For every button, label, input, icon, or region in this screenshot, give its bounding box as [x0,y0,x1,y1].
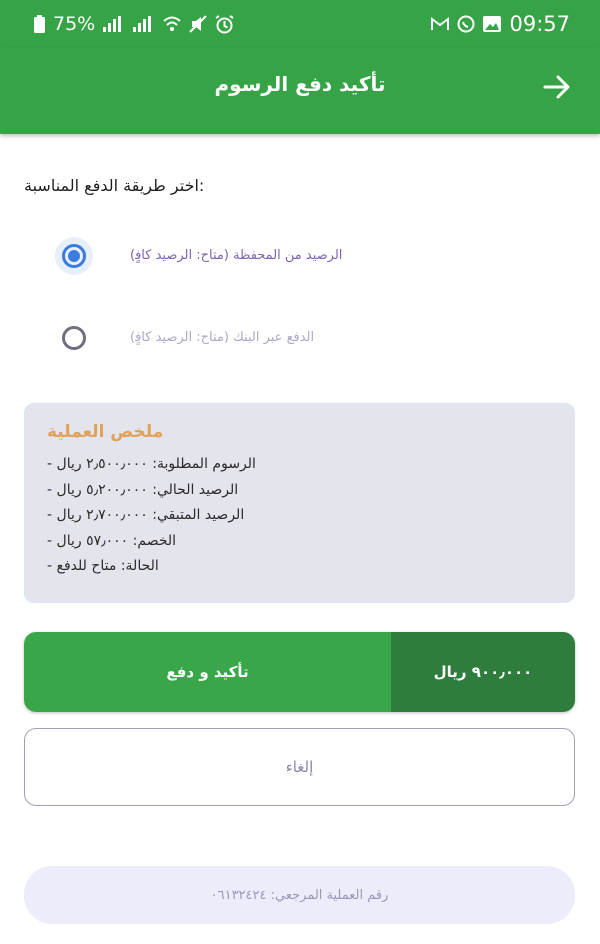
status-right [431,12,570,36]
arrow-right-icon [543,75,571,99]
page-title: ﺗﺄﻛﻴﺪ ﺩﻓﻊ ﺍﻟﺮﺳﻮﻡ [214,72,386,96]
radio-button[interactable] [62,244,86,268]
cancel-button[interactable]: ﺇﻟﻐﺎﺀ [24,728,575,806]
signal-icon [103,16,125,32]
battery-icon [34,15,45,33]
reference-number-note: ﺭﻗﻢ ﺍﻟﻌﻤﻠﻴﺔ ﺍﻟﻤﺮﺟﻌﻲ: ٠٦١٣٢٤٢٤ [24,866,575,924]
summary-line: - ﺍﻟﺨﺼﻢ: ٥٧٫٠٠٠ ﺭﻳﺎﻝ [47,532,177,549]
radio-button[interactable] [62,326,86,350]
payment-option-bank[interactable] [24,308,576,372]
pay-button-label: ﺗﺄﻛﻴﺪ ﻭ ﺩﻓﻊ [24,632,391,712]
mute-icon [189,15,207,33]
clock: 09:57 [509,12,570,36]
confirm-pay-button[interactable] [24,632,575,712]
status-bar [0,0,600,48]
payment-method-prompt: ﺍﺧﺘﺮ ﻃﺮﻳﻘﺔ ﺍﻟﺪﻓﻊ ﺍﻟﻤﻨﺎﺳﺒﺔ: [24,176,205,195]
option-label: (ﻣﺘﺎﺡ: ﺍﻟﺮﺻﻴﺪ ﻛﺎﻓٍ) ﺍﻟﺮﺻﻴﺪ ﻣﻦ ﺍﻟﻤﺤﻔﻈﺔ [130,248,343,263]
battery-percent: 75% [53,13,96,35]
summary-line: - ﺍﻟﺤﺎﻟﺔ: ﻣﺘﺎﺡ ﻟﻠﺪﻓﻊ [47,558,159,574]
option-label: (ﻣﺘﺎﺡ: ﺍﻟﺮﺻﻴﺪ ﻛﺎﻓٍ) ﺍﻟﺪﻓﻊ ﻋﺒﺮ ﺍﻟﺒﻨﻚ [130,330,315,345]
summary-title: ﻣﻠﺨﺺ ﺍﻟﻌﻤﻠﻴﺔ [47,422,164,442]
gmail-icon [431,17,449,31]
pay-amount: ٩٠٠٫٠٠٠ ﺭﻳﺎﻝ [391,632,575,712]
summary-line: - ﺍﻟﺮﺻﻴﺪ ﺍﻟﻤﺘﺒﻘﻲ: ٢٫٧٠٠٫٠٠٠ ﺭﻳﺎﻝ [47,507,245,523]
status-left [34,13,234,35]
payment-option-wallet[interactable] [24,226,576,290]
app-bar [0,48,600,134]
whatsapp-icon [457,15,475,33]
summary-line: - ﺍﻟﺮﺻﻴﺪ ﺍﻟﺤﺎﻟﻲ: ٥٫٢٠٠٫٠٠٠ ﺭﻳﺎﻝ [47,481,239,498]
radio-dot [68,250,80,262]
wifi-icon [163,16,181,32]
operation-summary-card [24,403,575,603]
summary-line: - ﺍﻟﺮﺳﻮﻡ ﺍﻟﻤﻄﻠﻮﺑﺔ: ٢٫٥٠٠٫٠٠٠ ﺭﻳﺎﻝ [47,456,256,472]
gallery-icon [483,16,501,32]
signal-icon [133,16,155,32]
alarm-icon [215,15,234,34]
back-button[interactable] [536,66,578,108]
